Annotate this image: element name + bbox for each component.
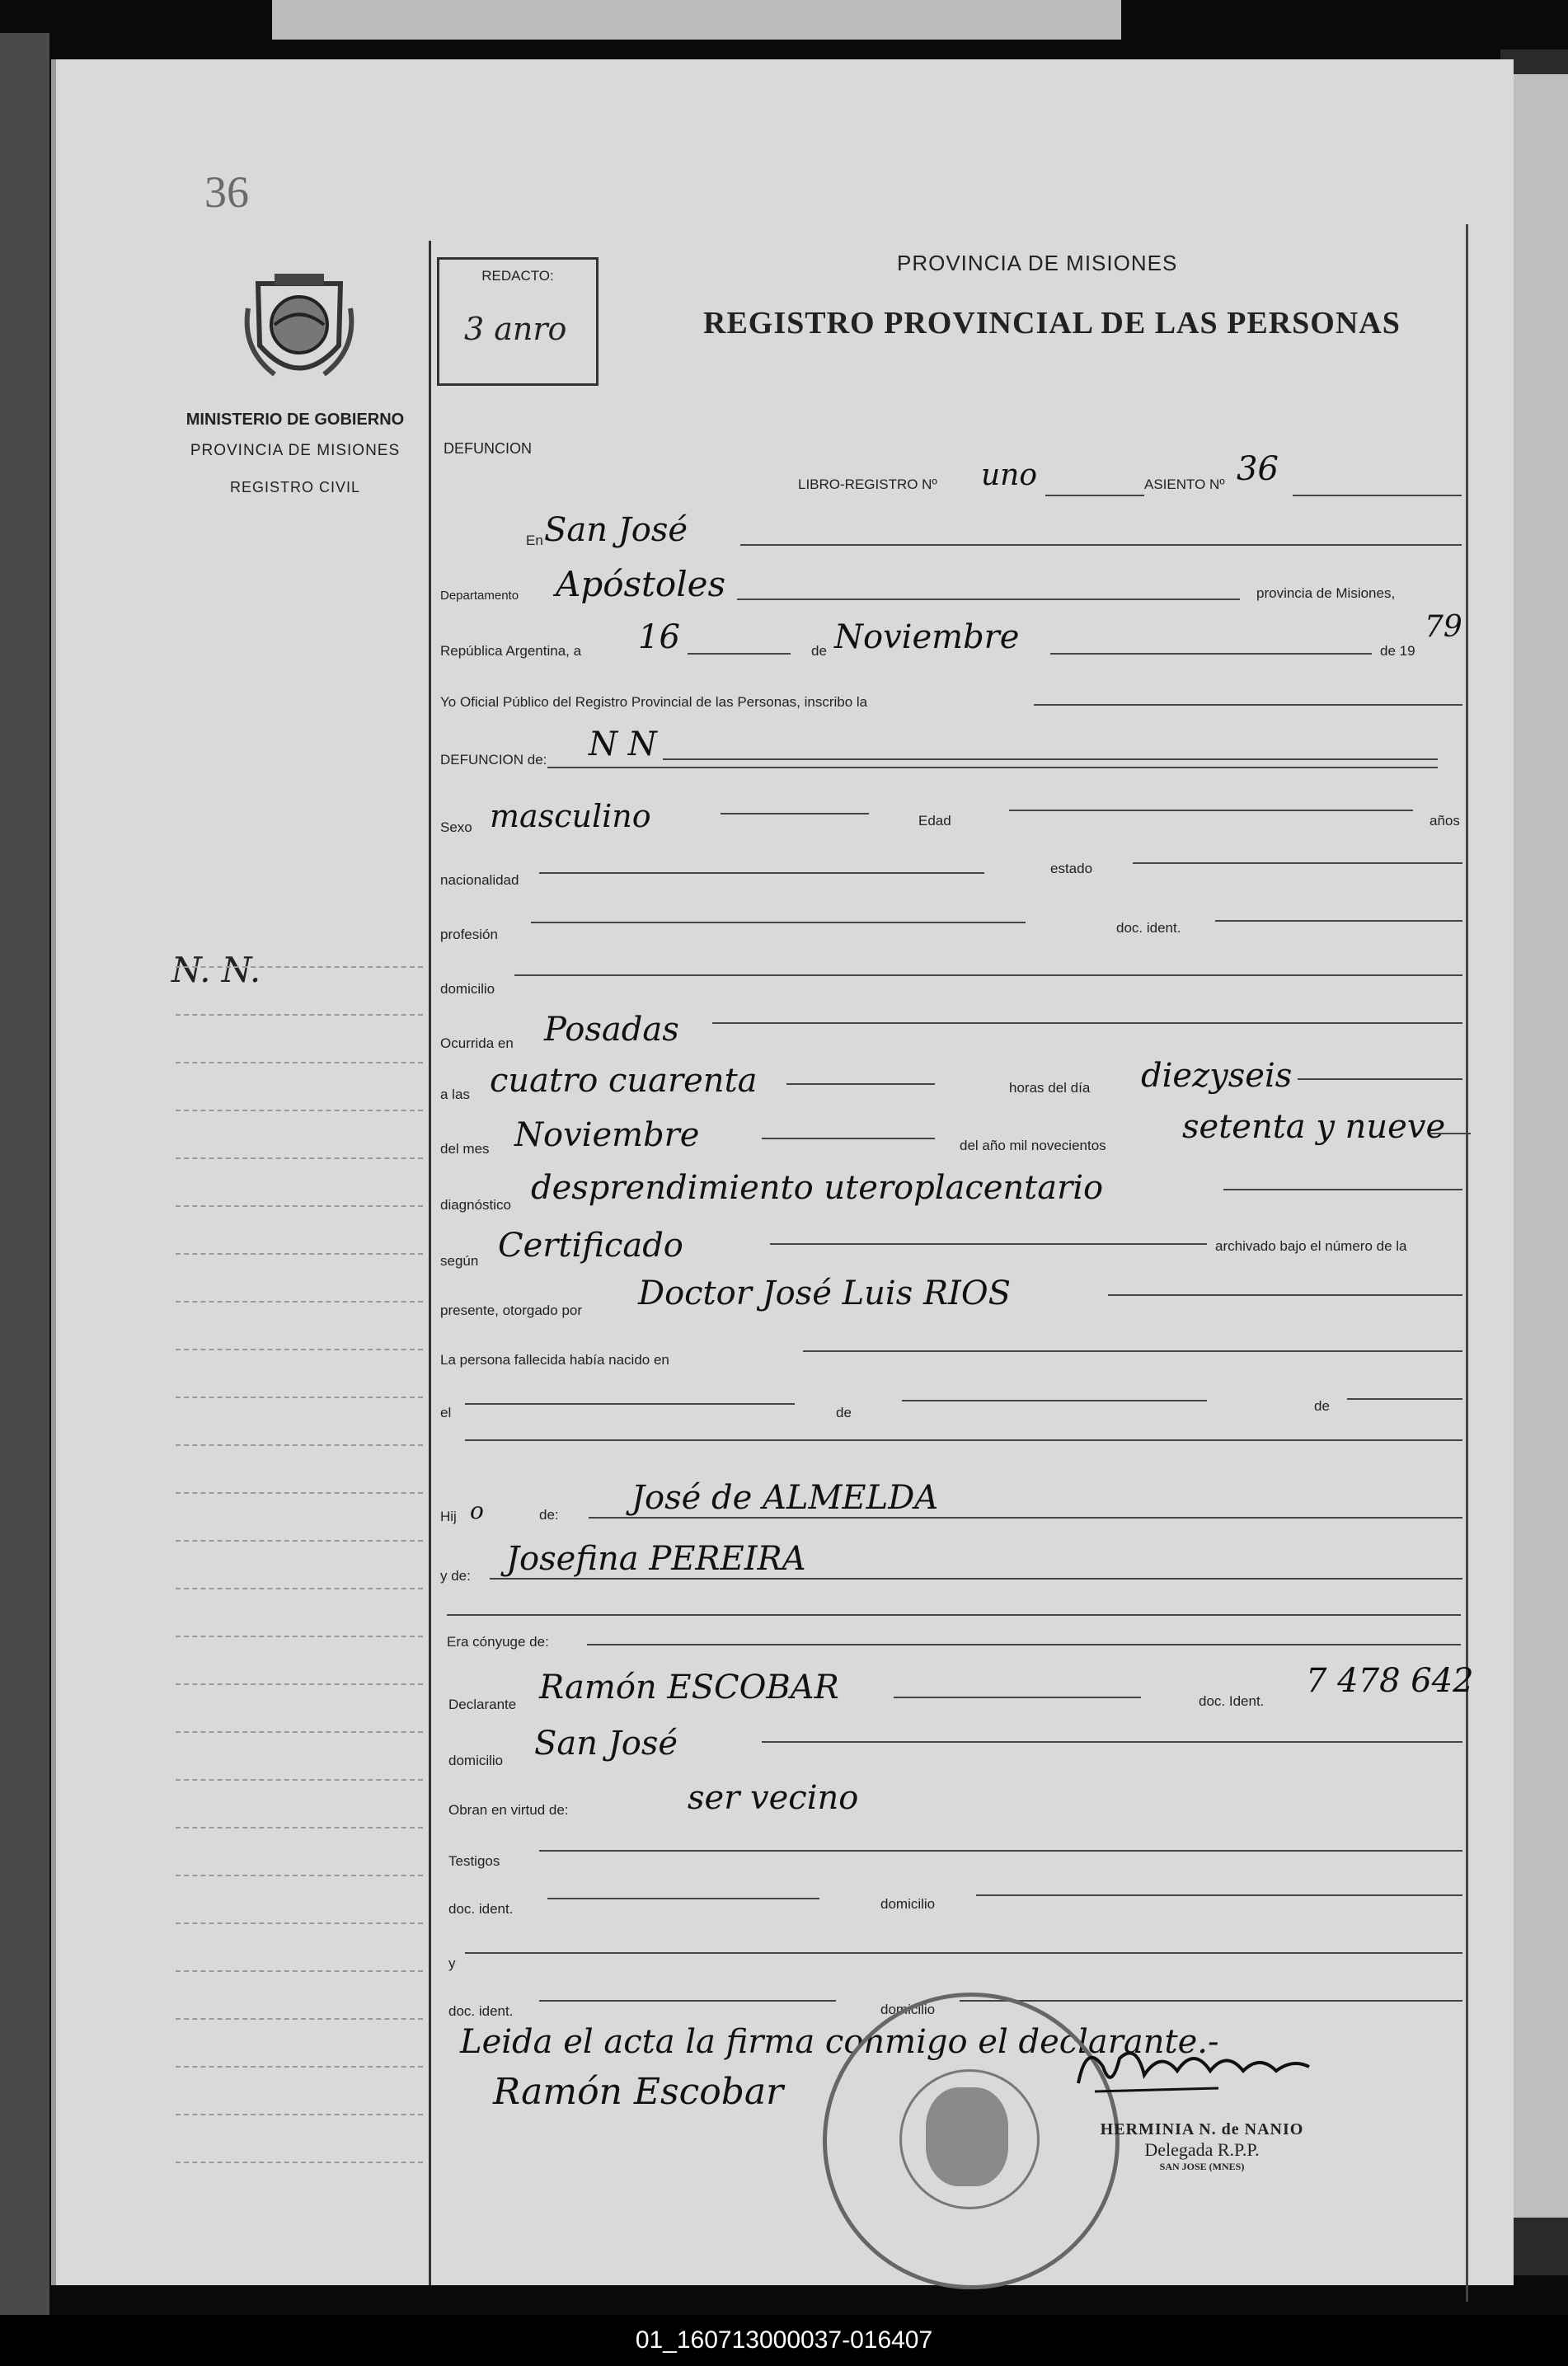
fecha-label: República Argentina, a [440,643,582,659]
asiento-value: 36 [1237,450,1279,488]
obran-label: Obran en virtud de: [448,1802,569,1818]
left-border-line [429,241,431,2285]
y-de-label: y de: [440,1568,471,1584]
libro-label: LIBRO-REGISTRO Nº [798,476,937,492]
nacido-row [440,1337,1466,1387]
presente-value: Doctor José Luis RIOS [638,1275,1012,1312]
horas-dia-value: diezyseis [1141,1057,1293,1095]
libro-value: uno [981,458,1038,492]
nacionalidad-row [440,852,1466,902]
profesion-label: profesión [440,927,498,942]
estado-label: estado [1050,861,1093,876]
mes-label: del mes [440,1141,490,1157]
page-number: 36 [204,167,249,217]
el-de2: de [1314,1398,1330,1414]
delegada-title: Delegada R.P.P. [1144,2139,1260,2160]
asiento-label: ASIENTO Nº [1144,476,1225,492]
defuncion-de-value: N N [589,725,657,763]
horas-label: a las [440,1087,470,1102]
presente-row [440,1275,1466,1324]
declarante-row [448,1662,1474,1716]
testigo1-dom-label: domicilio [880,1896,936,1912]
provincia-suffix: provincia de Misiones, [1256,585,1396,601]
sexo-label: Sexo [440,819,472,835]
horas-value: cuatro cuarenta [490,1062,758,1100]
redacto-box [437,257,599,386]
obran-value: ser vecino [688,1779,859,1817]
redacto-value: 3 anro [464,311,567,347]
dom-declarante-label: domicilio [448,1753,504,1768]
stamp-emblem [926,2087,1008,2186]
redacto-label: REDACTO: [481,268,554,284]
testigo3-dom-label: domicilio [880,2002,936,2017]
declarante-doc-value: 7 478 642 [1306,1662,1474,1700]
presente-label: presente, otorgado por [440,1303,583,1318]
defuncion-side-label: DEFUNCION [444,440,532,457]
margin-note: N. N. [171,950,261,990]
segun-value: Certificado [498,1227,683,1265]
testigo1-doc-label: doc. ident. [448,1901,514,1917]
testigo1-row [448,1881,1466,1931]
fecha-row [440,610,1466,666]
archivado-label: archivado bajo el número de la [1215,1238,1407,1254]
obran-row [448,1779,1466,1828]
conyuge-label: Era cónyuge de: [447,1634,549,1650]
document-page [51,59,1514,2285]
registry-title: REGISTRO PROVINCIAL DE LAS PERSONAS [703,306,1401,340]
testigo2-row [448,1931,1466,1980]
libro-row [798,450,1466,511]
departamento-row [440,564,1466,613]
fecha-month: Noviembre [834,618,1020,656]
nacido-label: La persona fallecida había nacido en [440,1352,669,1368]
delegada-signature [1070,2034,1317,2100]
firma-declarante: Ramón Escobar [493,2071,784,2113]
hijo-suffix: o [470,1497,484,1524]
oficial-text: Yo Oficial Público del Registro Provincial de las Personas, inscribo la [440,694,868,710]
page-top-strip [272,0,1121,40]
defuncion-de-label: DEFUNCION de: [440,752,547,768]
horas-row [440,1059,1466,1108]
ocurrida-row [440,1007,1466,1057]
delegada-place: SAN JOSE (MNES) [1159,2161,1245,2172]
right-border-line [1466,224,1468,2302]
horas-dia-label: horas del día [1009,1080,1091,1096]
el-label: el [440,1405,452,1420]
footer-bar [0,2315,1568,2366]
diagnostico-label: diagnóstico [440,1197,512,1213]
el-row [440,1387,1466,1436]
en-value: San José [544,511,688,549]
adjacent-page [1509,74,1568,2218]
margin-ruled-lines [176,966,423,2252]
sexo-row [440,795,1466,844]
ministry-line3: REGISTRO CIVIL [229,479,361,495]
domicilio-row [440,958,1466,1007]
footer-id: 01_160713000037-016407 [635,2326,933,2354]
mes-value: Noviembre [514,1116,700,1154]
hijo-row [440,1479,1466,1528]
diagnostico-value: desprendimiento uteroplacentario [531,1169,1104,1207]
testigo3-doc-label: doc. ident. [448,2003,514,2019]
testigo2-y-label: y [448,1955,456,1971]
profesion-doc-label: doc. ident. [1116,920,1181,936]
anos-label: años [1430,813,1460,829]
testigos-label: Testigos [448,1853,500,1869]
conyuge-row [447,1609,1466,1659]
departamento-value: Apóstoles [556,564,726,604]
left-margin [56,59,427,2285]
y-de-value: Josefina PEREIRA [506,1540,806,1578]
dom-declarante-row [448,1725,1466,1774]
oficial-row [440,679,1466,729]
ministry-line1: MINISTERIO DE GOBIERNO [185,411,405,429]
segun-row [440,1223,1466,1273]
declarante-value: Ramón ESCOBAR [539,1669,839,1706]
ministry-block [163,404,427,503]
declarante-label: Declarante [448,1697,517,1712]
fecha-de-label: de [811,643,827,659]
hijo-value: José de ALMELDA [631,1479,939,1517]
diagnostico-row [440,1167,1466,1217]
fecha-year-label: de 19 [1380,643,1415,659]
domicilio-label: domicilio [440,981,495,997]
segun-label: según [440,1253,479,1269]
fecha-day: 16 [638,618,680,656]
ocurrida-label: Ocurrida en [440,1035,514,1051]
delegada-name: HERMINIA N. de NANIO [1100,2120,1304,2138]
coat-of-arms-icon [242,267,357,391]
ocurrida-value: Posadas [544,1011,679,1049]
profesion-row [440,905,1466,955]
testigos-row [448,1828,1466,1878]
hijo-label: Hij [440,1509,457,1524]
leida-text: Leida el acta la firma conmigo el declarante.- [460,2023,1219,2061]
mes-row [440,1108,1466,1162]
mes-anio-label: del año mil novecientos [960,1138,1106,1153]
mes-anio-value: setenta y nueve [1182,1108,1446,1146]
en-row [526,511,1466,561]
hijo-de-label: de: [539,1507,559,1523]
nacionalidad-label: nacionalidad [440,872,519,888]
y-de-row [440,1540,1466,1589]
sexo-value: masculino [490,798,651,834]
el-de1: de [836,1405,852,1420]
book-spine-edge [0,33,49,2333]
en-label: En [526,533,543,548]
dom-declarante-value: San José [534,1725,678,1763]
departamento-label: Departamento [440,589,519,603]
ministry-line2: PROVINCIA DE MISIONES [190,442,401,459]
edad-label: Edad [918,813,951,829]
fecha-year: 79 [1425,610,1462,644]
declarante-doc-label: doc. Ident. [1199,1693,1265,1709]
delegada-block [1070,2120,1334,2173]
defuncion-de-row [440,725,1466,775]
province-title: PROVINCIA DE MISIONES [897,251,1178,275]
